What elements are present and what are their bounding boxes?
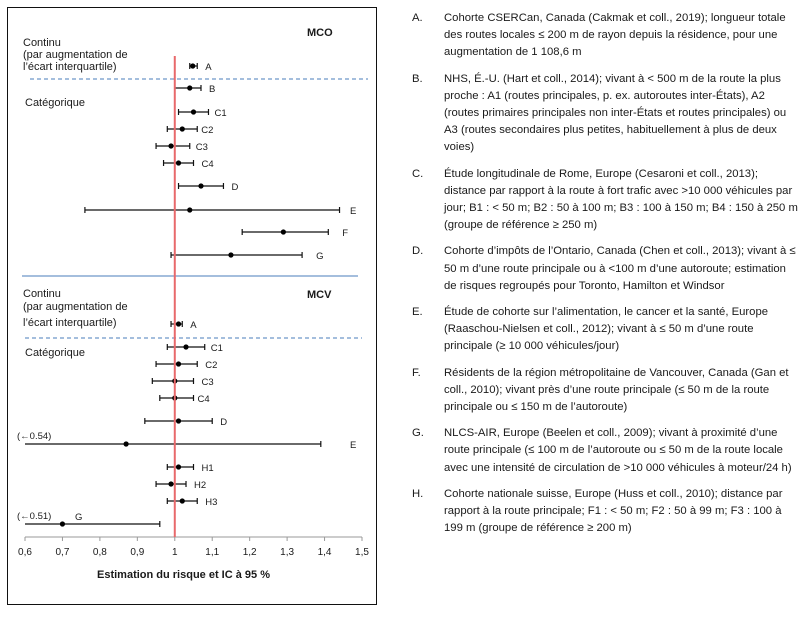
forest-row-g <box>171 251 323 262</box>
forest-marks <box>17 62 356 527</box>
row-label: E <box>350 440 357 451</box>
point-estimate <box>176 321 181 326</box>
row-label: C2 <box>201 125 214 136</box>
mco-continuous-sublabel-1: (par augmentation de <box>23 49 128 61</box>
forest-row-a <box>190 62 212 73</box>
legend-text: NLCS-AIR, Europe (Beelen et coll., 2009); vivant à proximité d’une route principale (≤ 100 m de l’autoroute ou ≤ 50 m de la route locale avec une intensité de circulation de >10 000 véhicules à moteur/24 h) <box>444 427 792 474</box>
point-estimate <box>180 498 185 503</box>
forest-row-e <box>17 431 356 451</box>
point-estimate <box>183 344 188 349</box>
forest-row-c3 <box>156 142 208 153</box>
row-label: G <box>75 512 83 523</box>
x-tick-label: 0,6 <box>18 547 32 558</box>
x-tick-label: 0,7 <box>55 547 70 558</box>
x-tick-label: 1,5 <box>355 547 369 558</box>
row-label: E <box>350 206 357 217</box>
legend-item-a <box>412 10 798 62</box>
legend-item-b <box>412 71 798 157</box>
row-label: C4 <box>201 159 214 170</box>
x-tick-label: 1,2 <box>242 547 257 558</box>
point-estimate <box>176 361 181 366</box>
mcv-continuous-sublabel-1: (par augmentation de <box>23 301 128 313</box>
point-estimate <box>176 464 181 469</box>
x-tick-label: 0,8 <box>92 547 107 558</box>
legend-key: D. <box>412 245 424 258</box>
legend-text: Cohorte d’impôts de l’Ontario, Canada (Chen et coll., 2013); vivant à ≤ 50 m d’une route principale ou à <100 m d’une autoroute; estimation de risques regroupés pour Toronto, Hamilton et Windsor <box>444 245 796 292</box>
forest-row-c3 <box>152 377 213 388</box>
row-label: D <box>220 417 228 428</box>
forest-row-c4 <box>160 394 210 405</box>
row-label: C2 <box>205 360 218 371</box>
legend-key: G. <box>412 427 424 440</box>
row-label: C3 <box>201 377 214 388</box>
legend-item-e <box>412 304 798 356</box>
legend-text: NHS, É.-U. (Hart et coll., 2014); vivant à < 500 m de la route la plus proche : A1 (routes principales, p. ex. autoroutes inter-États), A2 (routes primaires principales non inter-États et routes principales) ou A3 (routes secondaires plus petites, habituellement à plus de deux voies) <box>444 72 787 154</box>
row-label: F <box>342 228 349 239</box>
x-axis-title: Estimation du risque et IC à 95 % <box>97 569 270 581</box>
row-label: C4 <box>197 394 210 405</box>
legend-key: E. <box>412 306 423 319</box>
legend-text: Étude longitudinale de Rome, Europe (Cesaroni et coll., 2013); distance par rapport à la route à fort trafic avec >10 000 véhicules par jour; B1 : < 50 m; B2 : 50 à 100 m; B3 : 100 à 150 m; B4 : 150 à 250 m (groupe de référence ≥ 250 m) <box>444 167 798 232</box>
legend-text: Cohorte nationale suisse, Europe (Huss et coll., 2010); distance par rapport à la route principale; F1 : < 50 m; F2 : 50 à 99 m; F3 : 100 à 199 m (groupe de référence ≥ 200 m) <box>444 487 783 535</box>
forest-row-b <box>175 84 216 95</box>
legend-key: B. <box>412 72 423 85</box>
legend-item-f <box>412 365 798 417</box>
mcv-continuous-sublabel-2: l’écart interquartile) <box>23 317 117 329</box>
panel-title-mco: MCO <box>307 27 333 39</box>
x-axis-ticks <box>18 537 369 558</box>
forest-row-f <box>242 228 348 239</box>
x-tick-label: 0,9 <box>130 547 145 558</box>
row-label: A <box>205 62 212 73</box>
mcv-continuous-label: Continu <box>23 288 61 300</box>
forest-row-d <box>145 417 227 428</box>
point-estimate <box>176 160 181 165</box>
row-label: D <box>231 182 239 193</box>
legend-item-g <box>412 425 798 477</box>
forest-row-g <box>17 511 160 527</box>
point-estimate <box>187 85 192 90</box>
legend-text: Cohorte CSERCan, Canada (Cakmak et coll., 2019); longueur totale des routes locales ≤ 200 m de rayon depuis la résidence, pour une augmentation de 1 108,6 m <box>444 12 786 59</box>
point-estimate <box>187 207 192 212</box>
legend-key: F. <box>412 366 421 379</box>
point-estimate <box>198 183 203 188</box>
forest-row-c4 <box>164 159 214 170</box>
legend-key: H. <box>412 487 424 500</box>
mcv-categorical-label: Catégorique <box>25 347 85 359</box>
point-estimate <box>60 521 65 526</box>
row-label: H2 <box>194 480 207 491</box>
legend-item-h <box>412 486 798 538</box>
forest-row-c1 <box>179 108 227 119</box>
forest-row-e <box>85 206 356 217</box>
legend-key: A. <box>412 12 423 24</box>
forest-row-d <box>179 182 239 193</box>
row-label: H1 <box>201 463 214 474</box>
point-estimate <box>180 126 185 131</box>
point-estimate <box>124 441 129 446</box>
point-estimate <box>168 481 173 486</box>
row-label: G <box>316 251 324 262</box>
row-label: C3 <box>195 142 208 153</box>
legend-text: Résidents de la région métropolitaine de Vancouver, Canada (Gan et coll., 2010); vivant près d’une route principale (≤ 50 m de la route principale ou ≤ 150 m de l’autoroute) <box>444 366 789 414</box>
mco-categorical-label: Catégorique <box>25 97 85 109</box>
x-tick-label: 1,4 <box>317 547 332 558</box>
mco-continuous-sublabel-2: l’écart interquartile) <box>23 61 117 73</box>
legend-item-d <box>412 243 798 295</box>
row-label: H3 <box>205 497 218 508</box>
legend-text: Étude de cohorte sur l’alimentation, le cancer et la santé, Europe (Raaschou-Nielsen et coll., 2012); vivant à ≤ 50 m d’une route principale (≥ 10 000 véhicules/jour) <box>444 306 769 353</box>
clipped-note: (←0.51) <box>17 511 52 522</box>
point-estimate <box>191 109 196 114</box>
point-estimate <box>281 229 286 234</box>
forest-row-c2 <box>156 360 217 371</box>
point-estimate <box>190 63 195 68</box>
x-tick-label: 1,1 <box>205 547 220 558</box>
row-label: A <box>190 320 197 331</box>
row-label: C1 <box>214 108 227 119</box>
row-label: B <box>208 84 216 95</box>
forest-row-h2 <box>156 480 206 491</box>
point-estimate <box>228 252 233 257</box>
x-tick-label: 1,3 <box>280 547 295 558</box>
x-tick-label: 1 <box>171 547 178 558</box>
point-estimate <box>168 143 173 148</box>
legend-key: C. <box>412 167 424 180</box>
legend <box>412 10 798 546</box>
legend-item-c <box>412 166 798 235</box>
panel-title-mcv: MCV <box>307 289 332 301</box>
mco-continuous-label: Continu <box>23 37 61 49</box>
row-label: C1 <box>210 343 223 354</box>
clipped-note: (←0.54) <box>17 431 52 442</box>
point-estimate <box>176 418 181 423</box>
